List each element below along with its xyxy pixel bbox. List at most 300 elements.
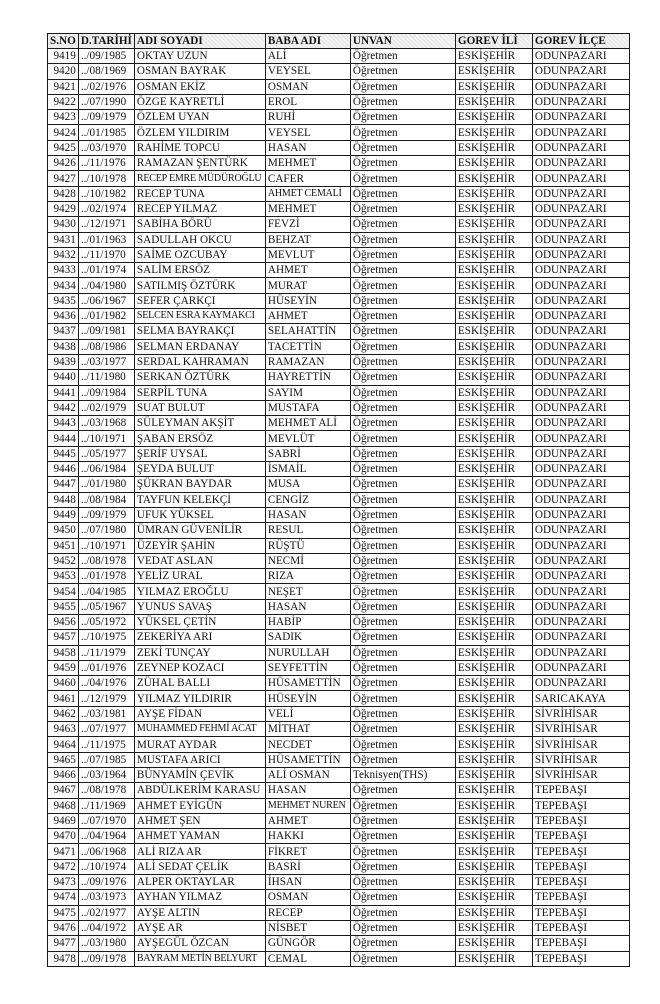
table-row	[48, 936, 630, 951]
cell-title: Öğretmen	[350, 125, 455, 140]
cell-province: ESKİŞEHİR	[455, 599, 532, 614]
cell-title: Öğretmen	[350, 263, 455, 278]
cell-district: ODUNPAZARI	[532, 599, 629, 614]
table-row	[48, 140, 630, 155]
cell-father-name: NURULLAH	[265, 645, 350, 660]
cell-district: SİVRİHİSAR	[532, 767, 629, 782]
cell-sno: 9453	[48, 569, 79, 584]
cell-full-name: ÖZGE KAYRETLİ	[134, 94, 265, 109]
cell-birth-date: ../03/1970	[78, 140, 134, 155]
cell-title: Öğretmen	[350, 844, 455, 859]
cell-birth-date: ../07/1977	[78, 722, 134, 737]
cell-district: ODUNPAZARI	[532, 492, 629, 507]
cell-father-name: MEVLÜT	[265, 431, 350, 446]
cell-birth-date: ../01/1978	[78, 569, 134, 584]
header-father-name: BABA ADI	[265, 34, 350, 49]
table-row	[48, 339, 630, 354]
cell-district: ODUNPAZARI	[532, 462, 629, 477]
cell-full-name: ZÜHAL BALLI	[134, 676, 265, 691]
cell-district: ODUNPAZARI	[532, 309, 629, 324]
cell-title: Öğretmen	[350, 920, 455, 935]
cell-full-name: ŞÜKRAN BAYDAR	[134, 477, 265, 492]
cell-full-name: YILMAZ EROĞLU	[134, 584, 265, 599]
cell-district: ODUNPAZARI	[532, 553, 629, 568]
cell-father-name: NİSBET	[265, 920, 350, 935]
cell-title: Öğretmen	[350, 783, 455, 798]
cell-birth-date: ../05/1967	[78, 599, 134, 614]
cell-province: ESKİŞEHİR	[455, 630, 532, 645]
table-row	[48, 477, 630, 492]
cell-father-name: MUSTAFA	[265, 400, 350, 415]
table-row	[48, 752, 630, 767]
cell-sno: 9458	[48, 645, 79, 660]
cell-province: ESKİŞEHİR	[455, 507, 532, 522]
table-row	[48, 94, 630, 109]
cell-birth-date: ../08/1969	[78, 64, 134, 79]
cell-full-name: BAYRAM METİN BELYURT	[134, 951, 265, 966]
cell-full-name: RAMAZAN ŞENTÜRK	[134, 156, 265, 171]
cell-district: ODUNPAZARI	[532, 171, 629, 186]
cell-sno: 9448	[48, 492, 79, 507]
cell-province: ESKİŞEHİR	[455, 247, 532, 262]
cell-district: ODUNPAZARI	[532, 630, 629, 645]
table-row	[48, 110, 630, 125]
cell-title: Öğretmen	[350, 49, 455, 64]
cell-title: Öğretmen	[350, 156, 455, 171]
cell-province: ESKİŞEHİR	[455, 844, 532, 859]
cell-title: Öğretmen	[350, 94, 455, 109]
cell-title: Öğretmen	[350, 584, 455, 599]
cell-birth-date: ../07/1990	[78, 94, 134, 109]
cell-sno: 9424	[48, 125, 79, 140]
cell-title: Öğretmen	[350, 324, 455, 339]
cell-sno: 9466	[48, 767, 79, 782]
cell-birth-date: ../02/1979	[78, 400, 134, 415]
cell-full-name: ABDÜLKERİM KARASU	[134, 783, 265, 798]
cell-father-name: ALİ	[265, 49, 350, 64]
cell-birth-date: ../01/1982	[78, 309, 134, 324]
cell-birth-date: ../03/1977	[78, 354, 134, 369]
cell-province: ESKİŞEHİR	[455, 110, 532, 125]
cell-father-name: HASAN	[265, 599, 350, 614]
cell-full-name: ZEKİ TUNÇAY	[134, 645, 265, 660]
cell-father-name: HASAN	[265, 140, 350, 155]
cell-district: ODUNPAZARI	[532, 660, 629, 675]
cell-title: Öğretmen	[350, 416, 455, 431]
cell-province: ESKİŞEHİR	[455, 385, 532, 400]
cell-sno: 9454	[48, 584, 79, 599]
cell-birth-date: ../04/1980	[78, 278, 134, 293]
cell-birth-date: ../03/1973	[78, 890, 134, 905]
cell-title: Öğretmen	[350, 691, 455, 706]
cell-father-name: VEYSEL	[265, 125, 350, 140]
cell-father-name: HASAN	[265, 507, 350, 522]
cell-district: ODUNPAZARI	[532, 385, 629, 400]
cell-sno: 9433	[48, 263, 79, 278]
table-row	[48, 875, 630, 890]
cell-district: TEPEBAŞI	[532, 829, 629, 844]
header-birth-date: D.TARİHİ	[78, 34, 134, 49]
cell-full-name: BÜNYAMİN ÇEVİK	[134, 767, 265, 782]
cell-father-name: MURAT	[265, 278, 350, 293]
cell-sno: 9429	[48, 201, 79, 216]
cell-full-name: SAİME OZCUBAY	[134, 247, 265, 262]
table-row	[48, 171, 630, 186]
table-row	[48, 293, 630, 308]
cell-title: Öğretmen	[350, 859, 455, 874]
table-row	[48, 79, 630, 94]
cell-district: ODUNPAZARI	[532, 49, 629, 64]
cell-sno: 9434	[48, 278, 79, 293]
cell-birth-date: ../05/1972	[78, 614, 134, 629]
cell-birth-date: ../01/1963	[78, 232, 134, 247]
cell-district: TEPEBAŞI	[532, 890, 629, 905]
cell-full-name: SADULLAH OKCU	[134, 232, 265, 247]
cell-district: ODUNPAZARI	[532, 324, 629, 339]
cell-full-name: SELMAN ERDANAY	[134, 339, 265, 354]
cell-district: SİVRİHİSAR	[532, 737, 629, 752]
cell-title: Öğretmen	[350, 722, 455, 737]
cell-sno: 9470	[48, 829, 79, 844]
cell-title: Öğretmen	[350, 645, 455, 660]
table-row	[48, 309, 630, 324]
cell-title: Öğretmen	[350, 829, 455, 844]
cell-sno: 9476	[48, 920, 79, 935]
cell-district: ODUNPAZARI	[532, 247, 629, 262]
cell-title: Öğretmen	[350, 507, 455, 522]
cell-father-name: MEVLUT	[265, 247, 350, 262]
cell-province: ESKİŞEHİR	[455, 354, 532, 369]
table-row	[48, 829, 630, 844]
table-row	[48, 446, 630, 461]
cell-province: ESKİŞEHİR	[455, 49, 532, 64]
table-row	[48, 64, 630, 79]
cell-district: ODUNPAZARI	[532, 278, 629, 293]
cell-full-name: ŞABAN ERSÖZ	[134, 431, 265, 446]
cell-title: Öğretmen	[350, 553, 455, 568]
cell-sno: 9455	[48, 599, 79, 614]
cell-birth-date: ../06/1967	[78, 293, 134, 308]
cell-sno: 9438	[48, 339, 79, 354]
cell-province: ESKİŞEHİR	[455, 64, 532, 79]
cell-father-name: VELİ	[265, 706, 350, 721]
cell-sno: 9432	[48, 247, 79, 262]
cell-full-name: YILMAZ YILDIRIR	[134, 691, 265, 706]
cell-birth-date: ../01/1974	[78, 263, 134, 278]
cell-title: Öğretmen	[350, 446, 455, 461]
cell-title: Öğretmen	[350, 890, 455, 905]
cell-birth-date: ../02/1976	[78, 79, 134, 94]
cell-province: ESKİŞEHİR	[455, 706, 532, 721]
cell-title: Öğretmen	[350, 752, 455, 767]
cell-full-name: UFUK YÜKSEL	[134, 507, 265, 522]
cell-full-name: ÜMRAN GÜVENİLİR	[134, 523, 265, 538]
cell-birth-date: ../10/1978	[78, 171, 134, 186]
table-row	[48, 599, 630, 614]
cell-full-name: AYŞE ALTIN	[134, 905, 265, 920]
cell-father-name: BASRİ	[265, 859, 350, 874]
cell-district: TEPEBAŞI	[532, 859, 629, 874]
cell-sno: 9462	[48, 706, 79, 721]
cell-title: Öğretmen	[350, 400, 455, 415]
table-row	[48, 247, 630, 262]
cell-father-name: RESUL	[265, 523, 350, 538]
cell-province: ESKİŞEHİR	[455, 584, 532, 599]
cell-sno: 9435	[48, 293, 79, 308]
table-row	[48, 737, 630, 752]
cell-province: ESKİŞEHİR	[455, 446, 532, 461]
cell-birth-date: ../07/1970	[78, 813, 134, 828]
header-sno: S.NO	[48, 34, 79, 49]
cell-province: ESKİŞEHİR	[455, 431, 532, 446]
cell-province: ESKİŞEHİR	[455, 186, 532, 201]
cell-district: ODUNPAZARI	[532, 339, 629, 354]
cell-father-name: HASAN	[265, 783, 350, 798]
cell-birth-date: ../06/1968	[78, 844, 134, 859]
cell-province: ESKİŞEHİR	[455, 752, 532, 767]
cell-title: Öğretmen	[350, 599, 455, 614]
cell-district: ODUNPAZARI	[532, 232, 629, 247]
cell-sno: 9442	[48, 400, 79, 415]
cell-full-name: SEFER ÇARKÇI	[134, 293, 265, 308]
cell-sno: 9427	[48, 171, 79, 186]
cell-district: ODUNPAZARI	[532, 676, 629, 691]
table-row	[48, 676, 630, 691]
cell-province: ESKİŞEHİR	[455, 936, 532, 951]
cell-full-name: AHMET YAMAN	[134, 829, 265, 844]
cell-father-name: FİKRET	[265, 844, 350, 859]
cell-title: Öğretmen	[350, 385, 455, 400]
cell-district: ODUNPAZARI	[532, 370, 629, 385]
cell-province: ESKİŞEHİR	[455, 569, 532, 584]
cell-province: ESKİŞEHİR	[455, 94, 532, 109]
cell-district: TEPEBAŞI	[532, 905, 629, 920]
cell-birth-date: ../09/1976	[78, 875, 134, 890]
cell-title: Öğretmen	[350, 232, 455, 247]
cell-father-name: SELAHATTİN	[265, 324, 350, 339]
cell-district: SİVRİHİSAR	[532, 752, 629, 767]
cell-district: SİVRİHİSAR	[532, 706, 629, 721]
cell-full-name: VEDAT ASLAN	[134, 553, 265, 568]
personnel-table	[47, 33, 630, 967]
table-row	[48, 951, 630, 966]
cell-father-name: NEŞET	[265, 584, 350, 599]
cell-full-name: ÖZLEM YILDIRIM	[134, 125, 265, 140]
cell-father-name: RÜŞTÜ	[265, 538, 350, 553]
cell-father-name: MUSA	[265, 477, 350, 492]
cell-title: Öğretmen	[350, 538, 455, 553]
cell-district: ODUNPAZARI	[532, 217, 629, 232]
cell-father-name: EROL	[265, 94, 350, 109]
cell-province: ESKİŞEHİR	[455, 309, 532, 324]
cell-province: ESKİŞEHİR	[455, 905, 532, 920]
cell-father-name: HÜSEYİN	[265, 293, 350, 308]
cell-birth-date: ../09/1978	[78, 951, 134, 966]
cell-sno: 9422	[48, 94, 79, 109]
cell-title: Öğretmen	[350, 293, 455, 308]
table-row	[48, 492, 630, 507]
cell-title: Öğretmen	[350, 201, 455, 216]
cell-title: Öğretmen	[350, 614, 455, 629]
header-district: GOREV İLÇE	[532, 34, 629, 49]
cell-province: ESKİŞEHİR	[455, 660, 532, 675]
cell-father-name: CENGİZ	[265, 492, 350, 507]
cell-full-name: TAYFUN KELEKÇİ	[134, 492, 265, 507]
cell-district: ODUNPAZARI	[532, 446, 629, 461]
cell-father-name: SABRİ	[265, 446, 350, 461]
cell-title: Öğretmen	[350, 706, 455, 721]
table-row	[48, 201, 630, 216]
cell-full-name: SERDAL KAHRAMAN	[134, 354, 265, 369]
cell-district: ODUNPAZARI	[532, 110, 629, 125]
cell-full-name: ŞEYDA BULUT	[134, 462, 265, 477]
cell-district: TEPEBAŞI	[532, 951, 629, 966]
cell-birth-date: ../08/1978	[78, 783, 134, 798]
cell-full-name: MUHAMMED FEHMİ ACAT	[134, 722, 265, 737]
cell-birth-date: ../10/1971	[78, 431, 134, 446]
table-row	[48, 416, 630, 431]
cell-province: ESKİŞEHİR	[455, 232, 532, 247]
cell-father-name: NECMİ	[265, 553, 350, 568]
cell-father-name: MEHMET NUREN	[265, 798, 350, 813]
cell-sno: 9461	[48, 691, 79, 706]
cell-sno: 9428	[48, 186, 79, 201]
cell-father-name: RUHİ	[265, 110, 350, 125]
cell-father-name: MEHMET	[265, 201, 350, 216]
cell-title: Teknisyen(THS)	[350, 767, 455, 782]
cell-father-name: MEHMET ALİ	[265, 416, 350, 431]
cell-sno: 9439	[48, 354, 79, 369]
cell-title: Öğretmen	[350, 79, 455, 94]
cell-district: TEPEBAŞI	[532, 844, 629, 859]
cell-title: Öğretmen	[350, 186, 455, 201]
table-body	[48, 49, 630, 967]
cell-title: Öğretmen	[350, 737, 455, 752]
cell-father-name: RECEP	[265, 905, 350, 920]
table-row	[48, 156, 630, 171]
cell-province: ESKİŞEHİR	[455, 293, 532, 308]
cell-father-name: AHMET CEMALİ	[265, 186, 350, 201]
cell-title: Öğretmen	[350, 813, 455, 828]
table-row	[48, 462, 630, 477]
cell-title: Öğretmen	[350, 798, 455, 813]
cell-sno: 9437	[48, 324, 79, 339]
table-row	[48, 767, 630, 782]
cell-sno: 9431	[48, 232, 79, 247]
cell-birth-date: ../12/1971	[78, 217, 134, 232]
cell-district: ODUNPAZARI	[532, 64, 629, 79]
cell-full-name: ALPER OKTAYLAR	[134, 875, 265, 890]
cell-birth-date: ../10/1974	[78, 859, 134, 874]
cell-title: Öğretmen	[350, 569, 455, 584]
cell-title: Öğretmen	[350, 64, 455, 79]
table-row	[48, 385, 630, 400]
cell-sno: 9464	[48, 737, 79, 752]
cell-father-name: FEVZİ	[265, 217, 350, 232]
cell-title: Öğretmen	[350, 462, 455, 477]
cell-sno: 9463	[48, 722, 79, 737]
cell-district: ODUNPAZARI	[532, 507, 629, 522]
cell-full-name: AYŞEGÜL ÖZCAN	[134, 936, 265, 951]
cell-sno: 9460	[48, 676, 79, 691]
cell-sno: 9423	[48, 110, 79, 125]
cell-full-name: ŞERİF UYSAL	[134, 446, 265, 461]
cell-full-name: ÖZLEM UYAN	[134, 110, 265, 125]
cell-title: Öğretmen	[350, 217, 455, 232]
cell-sno: 9471	[48, 844, 79, 859]
cell-full-name: AHMET EYİGÜN	[134, 798, 265, 813]
cell-sno: 9452	[48, 553, 79, 568]
cell-birth-date: ../02/1974	[78, 201, 134, 216]
cell-district: SİVRİHİSAR	[532, 722, 629, 737]
cell-full-name: YELİZ URAL	[134, 569, 265, 584]
cell-sno: 9450	[48, 523, 79, 538]
cell-birth-date: ../09/1981	[78, 324, 134, 339]
cell-title: Öğretmen	[350, 339, 455, 354]
cell-full-name: SALİM ERSÖZ	[134, 263, 265, 278]
table-row	[48, 569, 630, 584]
cell-father-name: AHMET	[265, 813, 350, 828]
cell-district: ODUNPAZARI	[532, 263, 629, 278]
table-row	[48, 507, 630, 522]
cell-province: ESKİŞEHİR	[455, 645, 532, 660]
cell-province: ESKİŞEHİR	[455, 125, 532, 140]
cell-province: ESKİŞEHİR	[455, 875, 532, 890]
cell-sno: 9469	[48, 813, 79, 828]
table-row	[48, 49, 630, 64]
cell-father-name: BEHZAT	[265, 232, 350, 247]
cell-sno: 9426	[48, 156, 79, 171]
cell-full-name: OKTAY UZUN	[134, 49, 265, 64]
cell-province: ESKİŞEHİR	[455, 156, 532, 171]
cell-district: TEPEBAŞI	[532, 783, 629, 798]
table-row	[48, 370, 630, 385]
cell-sno: 9474	[48, 890, 79, 905]
cell-title: Öğretmen	[350, 354, 455, 369]
cell-father-name: SADIK	[265, 630, 350, 645]
cell-sno: 9472	[48, 859, 79, 874]
cell-full-name: OSMAN EKİZ	[134, 79, 265, 94]
cell-father-name: SAYIM	[265, 385, 350, 400]
table-header-row	[48, 34, 630, 49]
cell-sno: 9440	[48, 370, 79, 385]
cell-sno: 9457	[48, 630, 79, 645]
cell-father-name: CAFER	[265, 171, 350, 186]
cell-birth-date: ../09/1979	[78, 110, 134, 125]
cell-title: Öğretmen	[350, 905, 455, 920]
cell-title: Öğretmen	[350, 660, 455, 675]
cell-birth-date: ../08/1984	[78, 492, 134, 507]
cell-district: ODUNPAZARI	[532, 354, 629, 369]
cell-birth-date: ../03/1981	[78, 706, 134, 721]
cell-full-name: SELCEN ESRA KAYMAKCI	[134, 309, 265, 324]
cell-birth-date: ../03/1964	[78, 767, 134, 782]
cell-province: ESKİŞEHİR	[455, 920, 532, 935]
cell-title: Öğretmen	[350, 676, 455, 691]
cell-birth-date: ../09/1979	[78, 507, 134, 522]
cell-birth-date: ../03/1968	[78, 416, 134, 431]
cell-father-name: İHSAN	[265, 875, 350, 890]
cell-province: ESKİŞEHİR	[455, 462, 532, 477]
cell-province: ESKİŞEHİR	[455, 951, 532, 966]
cell-birth-date: ../06/1984	[78, 462, 134, 477]
cell-district: TEPEBAŞI	[532, 875, 629, 890]
cell-birth-date: ../11/1969	[78, 798, 134, 813]
table-row	[48, 890, 630, 905]
cell-title: Öğretmen	[350, 171, 455, 186]
cell-province: ESKİŞEHİR	[455, 140, 532, 155]
cell-province: ESKİŞEHİR	[455, 477, 532, 492]
